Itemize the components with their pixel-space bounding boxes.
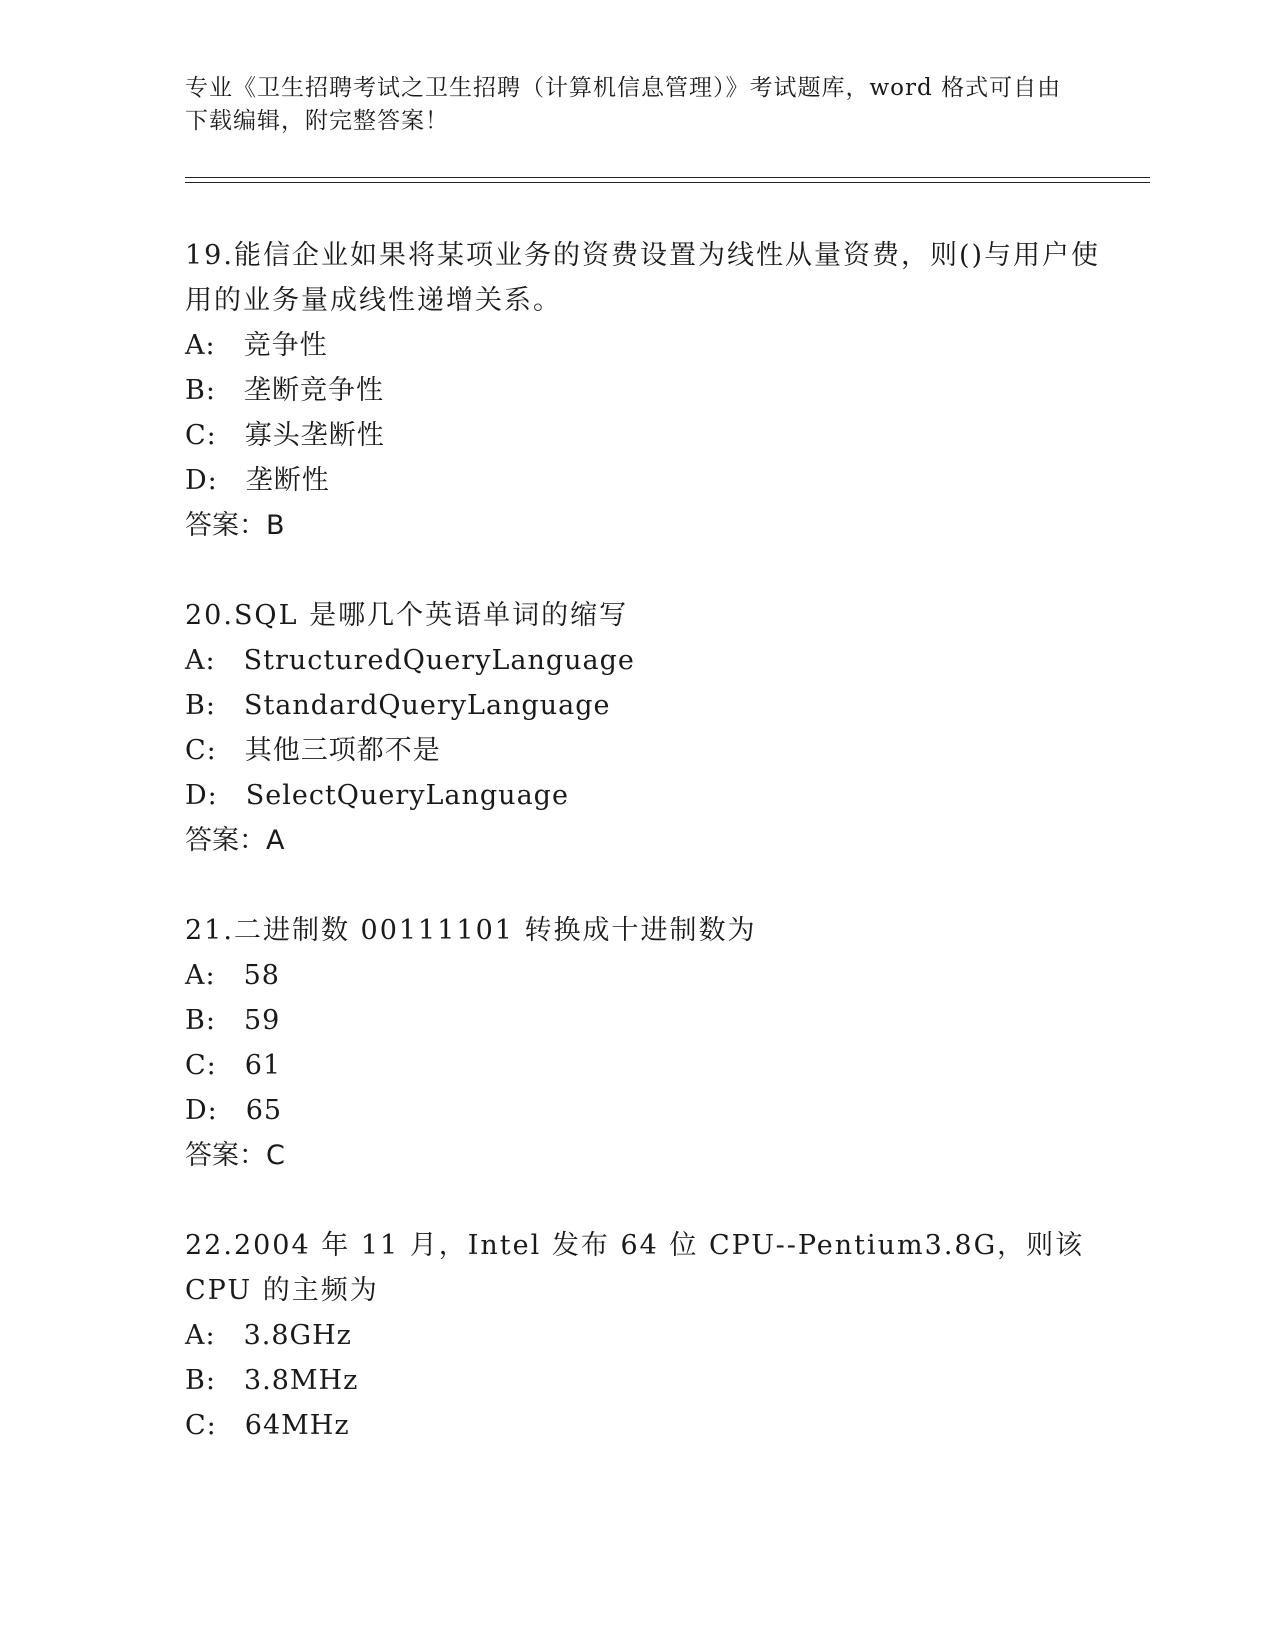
option-b xyxy=(185,683,1105,728)
answer-line: 答案：B xyxy=(185,510,285,541)
question-21 xyxy=(185,908,1105,1178)
option-text: 64MHz xyxy=(244,1410,350,1441)
option-label: B: xyxy=(185,1365,216,1396)
question-22 xyxy=(185,1223,1105,1448)
question-title: 19.能信企业如果将某项业务的资费设置为线性从量资费，则()与用户使用的业务量成线性递增关系。 xyxy=(185,240,1101,316)
option-text: 垄断竞争性 xyxy=(243,375,384,406)
question-20 xyxy=(185,593,1105,863)
option-text: 61 xyxy=(244,1050,282,1081)
option-d xyxy=(185,458,1105,503)
option-text: 3.8GHz xyxy=(243,1320,352,1351)
header-divider-bottom xyxy=(185,182,1150,183)
option-label: D: xyxy=(185,1095,218,1126)
option-text: SelectQueryLanguage xyxy=(245,780,569,811)
answer-line: 答案：A xyxy=(185,825,285,856)
option-label: D: xyxy=(185,780,218,811)
answer-line: 答案：C xyxy=(185,1140,285,1171)
option-text: 3.8MHz xyxy=(243,1365,359,1396)
option-text: 58 xyxy=(243,960,280,991)
document-header: 专业《卫生招聘考试之卫生招聘（计算机信息管理）》考试题库，word 格式可自由下载编辑，附完整答案！ xyxy=(185,75,1062,134)
option-text: StructuredQueryLanguage xyxy=(243,645,635,676)
option-label: B: xyxy=(185,690,216,721)
option-b xyxy=(185,998,1105,1043)
option-label: B: xyxy=(185,375,216,406)
option-a xyxy=(185,323,1105,368)
option-a xyxy=(185,1313,1105,1358)
option-b xyxy=(185,368,1105,413)
option-label: A: xyxy=(185,1320,216,1351)
option-text: 垄断性 xyxy=(245,465,330,496)
option-label: D: xyxy=(185,465,218,496)
option-a xyxy=(185,953,1105,998)
question-title: 21.二进制数 00111101 转换成十进制数为 xyxy=(185,915,757,946)
option-label: A: xyxy=(185,960,216,991)
option-text: StandardQueryLanguage xyxy=(243,690,611,721)
option-label: A: xyxy=(185,645,216,676)
option-b xyxy=(185,1358,1105,1403)
option-c xyxy=(185,1403,1105,1448)
option-label: C: xyxy=(185,1410,217,1441)
option-d xyxy=(185,773,1105,818)
option-d xyxy=(185,1088,1105,1133)
option-c xyxy=(185,413,1105,458)
option-text: 寡头垄断性 xyxy=(244,420,385,451)
option-a xyxy=(185,638,1105,683)
option-c xyxy=(185,1043,1105,1088)
question-title: 22.2004 年 11 月，Intel 发布 64 位 CPU--Pentium3.8G，则该 CPU 的主频为 xyxy=(185,1230,1085,1306)
option-label: C: xyxy=(185,1050,217,1081)
option-text: 竞争性 xyxy=(243,330,328,361)
question-list xyxy=(185,233,1105,1493)
option-label: A: xyxy=(185,330,216,361)
option-text: 其他三项都不是 xyxy=(244,735,441,766)
question-title: 20.SQL 是哪几个英语单词的缩写 xyxy=(185,600,629,631)
option-text: 59 xyxy=(243,1005,281,1036)
header-divider-top xyxy=(185,177,1150,178)
option-text: 65 xyxy=(245,1095,283,1126)
option-label: C: xyxy=(185,420,217,451)
option-label: C: xyxy=(185,735,217,766)
option-c xyxy=(185,728,1105,773)
option-label: B: xyxy=(185,1005,216,1036)
question-19 xyxy=(185,233,1105,548)
